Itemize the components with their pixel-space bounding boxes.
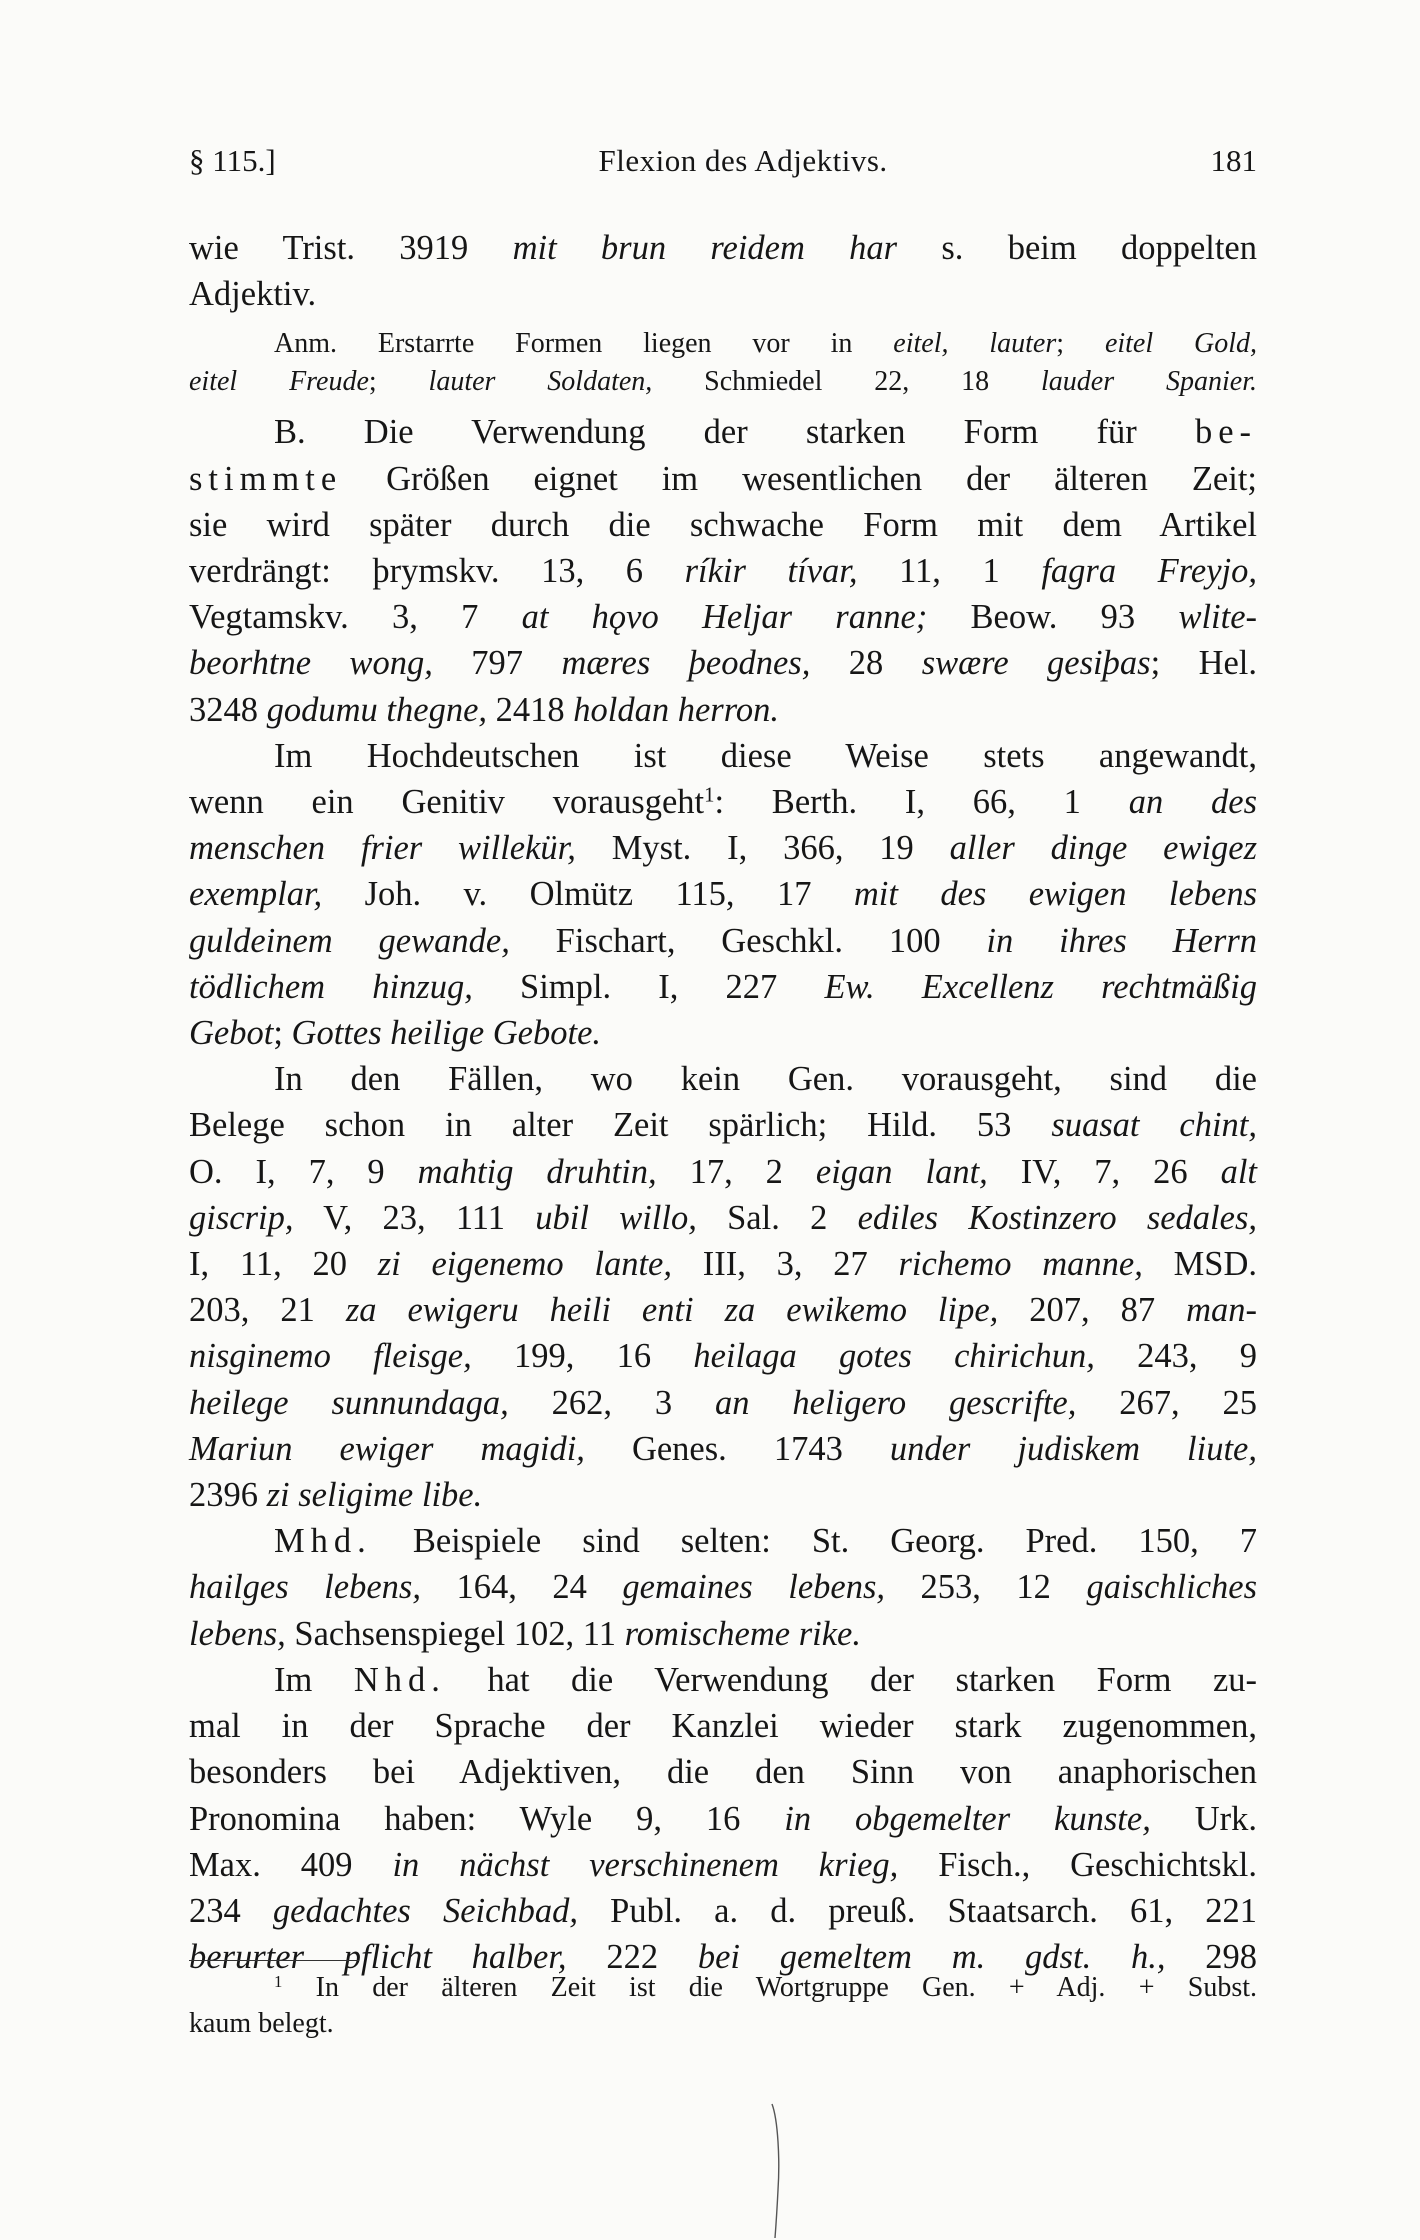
running-title: Flexion des Adjektivs. (598, 143, 888, 178)
paragraph-intro (189, 225, 1257, 317)
spaced-emphasis: be- (1194, 413, 1257, 452)
italic-citation: ríkir tívar, (684, 552, 858, 591)
italic-citation: giscrip, (189, 1198, 294, 1237)
text-line: Max. 409 in nächst verschinenem krieg, Fisch., Geschichtskl. (189, 1845, 1257, 1884)
italic-citation: Gottes heilige Gebote. (291, 1014, 602, 1053)
text-line: stimmte Größen eignet im wesentlichen der älteren Zeit; (189, 459, 1257, 498)
italic-citation: ediles Kostinzero sedales, (857, 1198, 1258, 1237)
italic-citation: mahtig druhtin, (417, 1152, 657, 1191)
text-line: Mariun ewiger magidi, Genes. 1743 under judiskem liute, (189, 1429, 1257, 1468)
text-line: giscrip, V, 23, 111 ubil willo, Sal. 2 ediles Kostinzero sedales, (189, 1198, 1258, 1237)
italic-citation: exemplar, (189, 875, 323, 914)
italic-citation: godumu thegne, (266, 690, 488, 729)
text-line: berurter pflicht halber, 222 bei gemeltem m. gdst. h., 298 (189, 1938, 1257, 1977)
footnote-line: kaum belegt. (189, 2008, 334, 2039)
italic-citation: fagra Freyjo, (1041, 552, 1257, 591)
italic-citation: wlite- (1178, 598, 1258, 637)
annotation-line: eitel Freude; lauter Soldaten, Schmiedel 22, 18 lauder Spanier. (189, 366, 1257, 398)
text-line: I, 11, 20 zi eigenemo lante, III, 3, 27 richemo manne, MSD. (189, 1245, 1258, 1284)
text-line: beorhtne wong, 797 mæres þeodnes, 28 swære gesiþas; Hel. (189, 644, 1258, 683)
text-line: mal in der Sprache der Kanzlei wieder stark zugenommen, (189, 1707, 1257, 1746)
italic-citation: in ihres Herrn (986, 921, 1257, 960)
italic-citation: suasat chint, (1051, 1106, 1257, 1145)
text-line: 234 gedachtes Seichbad, Publ. a. d. preuß. Staatsarch. 61, 221 (189, 1891, 1257, 1930)
italic-citation: hailges lebens, (189, 1568, 421, 1607)
italic-citation: Mariun ewiger magidi, (189, 1429, 585, 1468)
footnote-rule (189, 1960, 359, 1961)
italic-citation: gedachtes Seichbad, (272, 1891, 579, 1930)
italic-citation: tödlichem hinzug, (189, 967, 473, 1006)
text-line: O. I, 7, 9 mahtig druhtin, 17, 2 eigan lant, IV, 7, 26 alt (189, 1152, 1257, 1191)
italic-citation: heilaga gotes chirichun, (693, 1337, 1095, 1376)
text-line: tödlichem hinzug, Simpl. I, 227 Ew. Excellenz rechtmäßig (189, 967, 1258, 1006)
italic-citation: romischeme rike. (624, 1614, 861, 1653)
footnote-reference: 1 (704, 784, 715, 807)
text-line: nisginemo fleisge, 199, 16 heilaga gotes chirichun, 243, 9 (189, 1337, 1258, 1376)
italic-citation: swære gesiþas (921, 644, 1151, 683)
section-reference: § 115.] (189, 143, 276, 178)
text-line: Vegtamskv. 3, 7 at hǫvo Heljar ranne; Beow. 93 wlite- (189, 598, 1258, 637)
italic-citation: richemo manne, (898, 1245, 1143, 1284)
text-line: Im Nhd. hat die Verwendung der starken Form zu- (274, 1660, 1257, 1699)
italic-citation: zi eigenemo lante, (377, 1245, 672, 1284)
text-line: 2396 zi seligime libe. (189, 1476, 483, 1515)
footnote-marker: 1 (274, 1971, 283, 1991)
text-line: Im Hochdeutschen ist diese Weise stets angewandt, (274, 736, 1257, 775)
italic-citation: under judiskem liute, (889, 1429, 1257, 1468)
text-line: guldeinem gewande, Fischart, Geschkl. 100 in ihres Herrn (189, 921, 1257, 960)
italic-citation: mit des ewigen lebens (853, 875, 1258, 914)
pencil-mark (770, 2100, 784, 2240)
text-line: 203, 21 za ewigeru heili enti za ewikemo lipe, 207, 87 man- (189, 1291, 1258, 1330)
annotation-anm (189, 325, 1257, 401)
italic-citation: berurter pflicht halber, (189, 1938, 567, 1977)
italic-citation: bei gemeltem m. gdst. h., (697, 1938, 1166, 1977)
footnote (189, 1970, 1257, 2042)
text-line: menschen frier willekür, Myst. I, 366, 19 aller dinge ewigez (189, 829, 1257, 868)
italic-citation: at hǫvo Heljar ranne; (521, 598, 928, 637)
italic-citation: ubil willo, (535, 1198, 697, 1237)
italic-citation: an des (1128, 783, 1257, 822)
italic-citation: gemaines lebens, (622, 1568, 885, 1607)
italic-citation: an heligero gescrifte, (715, 1383, 1077, 1422)
spaced-emphasis: stimmte (189, 459, 343, 498)
text-line: lebens, Sachsenspiegel 102, 11 romischeme rike. (189, 1614, 861, 1653)
italic-citation: in obgemelter kunste, (784, 1799, 1151, 1838)
italic-citation: nisginemo fleisge, (189, 1337, 472, 1376)
spaced-emphasis: Mhd. (274, 1522, 372, 1561)
italic-citation: guldeinem gewande, (189, 921, 510, 960)
italic-citation: za ewigeru heili enti za ewikemo lipe, (345, 1291, 999, 1330)
footnote-line (189, 1970, 1257, 2006)
text-line: In den Fällen, wo kein Gen. vorausgeht, sind die (274, 1060, 1257, 1099)
italic-citation: lauter Soldaten, (428, 366, 653, 398)
italic-citation: gaischliches (1086, 1568, 1257, 1607)
italic-citation: mit brun reidem har (512, 229, 898, 267)
italic-citation: in nächst verschinenem krieg, (392, 1845, 899, 1884)
text-line: Mhd. Beispiele sind selten: St. Georg. Pred. 150, 7 (274, 1522, 1257, 1561)
italic-citation: lauder Spanier. (1041, 366, 1257, 398)
italic-citation: Gebot (189, 1014, 274, 1053)
italic-citation: alt (1220, 1152, 1257, 1191)
page-number: 181 (1210, 143, 1257, 178)
text-line: wie Trist. 3919 mit brun reidem har s. beim doppelten (189, 229, 1257, 267)
text-line: wenn ein Genitiv vorausgeht$^1$: Berth. I, 66, 1 an des (189, 783, 1257, 822)
text-line: heilege sunnundaga, 262, 3 an heligero gescrifte, 267, 25 (189, 1383, 1257, 1422)
paragraph-body (189, 409, 1257, 1980)
text-line: Gebot; Gottes heilige Gebote. (189, 1014, 602, 1053)
italic-citation: mæres þeodnes, (561, 644, 811, 683)
italic-citation: aller dinge ewigez (949, 829, 1257, 868)
italic-citation: eitel Freude (189, 366, 369, 398)
italic-citation: heilege sunnundaga, (189, 1383, 509, 1422)
text-line: Belege schon in alter Zeit spärlich; Hild. 53 suasat chint, (189, 1106, 1257, 1145)
italic-citation: Ew. Excellenz rechtmäßig (824, 967, 1258, 1006)
text-line: Pronomina haben: Wyle 9, 16 in obgemelter kunste, Urk. (189, 1799, 1258, 1838)
italic-citation: beorhtne wong, (189, 644, 433, 683)
italic-citation: holdan herron. (573, 690, 779, 729)
text-line: hailges lebens, 164, 24 gemaines lebens, 253, 12 gaischliches (189, 1568, 1257, 1607)
italic-citation: man- (1186, 1291, 1258, 1330)
text-line: exemplar, Joh. v. Olmütz 115, 17 mit des ewigen lebens (189, 875, 1258, 914)
italic-citation: zi seligime libe. (266, 1476, 483, 1515)
italic-citation: eitel, lauter (893, 328, 1057, 360)
spaced-emphasis: Nhd. (353, 1660, 446, 1699)
footnote-text: In der älteren Zeit ist die Wortgruppe Gen. + Adj. + Subst. (315, 1972, 1257, 2003)
annotation-line: Anm. Erstarrte Formen liegen vor in eitel, lauter; eitel Gold, (274, 328, 1258, 360)
text-line: sie wird später durch die schwache Form mit dem Artikel (189, 505, 1257, 544)
italic-citation: menschen frier willekür, (189, 829, 576, 868)
running-header (189, 143, 1257, 183)
main-text (189, 225, 1257, 1980)
italic-citation: eigan lant, (815, 1152, 988, 1191)
italic-citation: eitel Gold, (1104, 328, 1258, 360)
text-line: B. Die Verwendung der starken Form für be- (274, 413, 1257, 452)
italic-citation: lebens, (189, 1614, 286, 1653)
text-line: besonders bei Adjektiven, die den Sinn von anaphorischen (189, 1753, 1257, 1792)
text-line: Adjektiv. (189, 275, 317, 314)
text-line: verdrängt: þrymskv. 13, 6 ríkir tívar, 11, 1 fagra Freyjo, (189, 552, 1257, 591)
text-line: 3248 godumu thegne, 2418 holdan herron. (189, 690, 779, 729)
